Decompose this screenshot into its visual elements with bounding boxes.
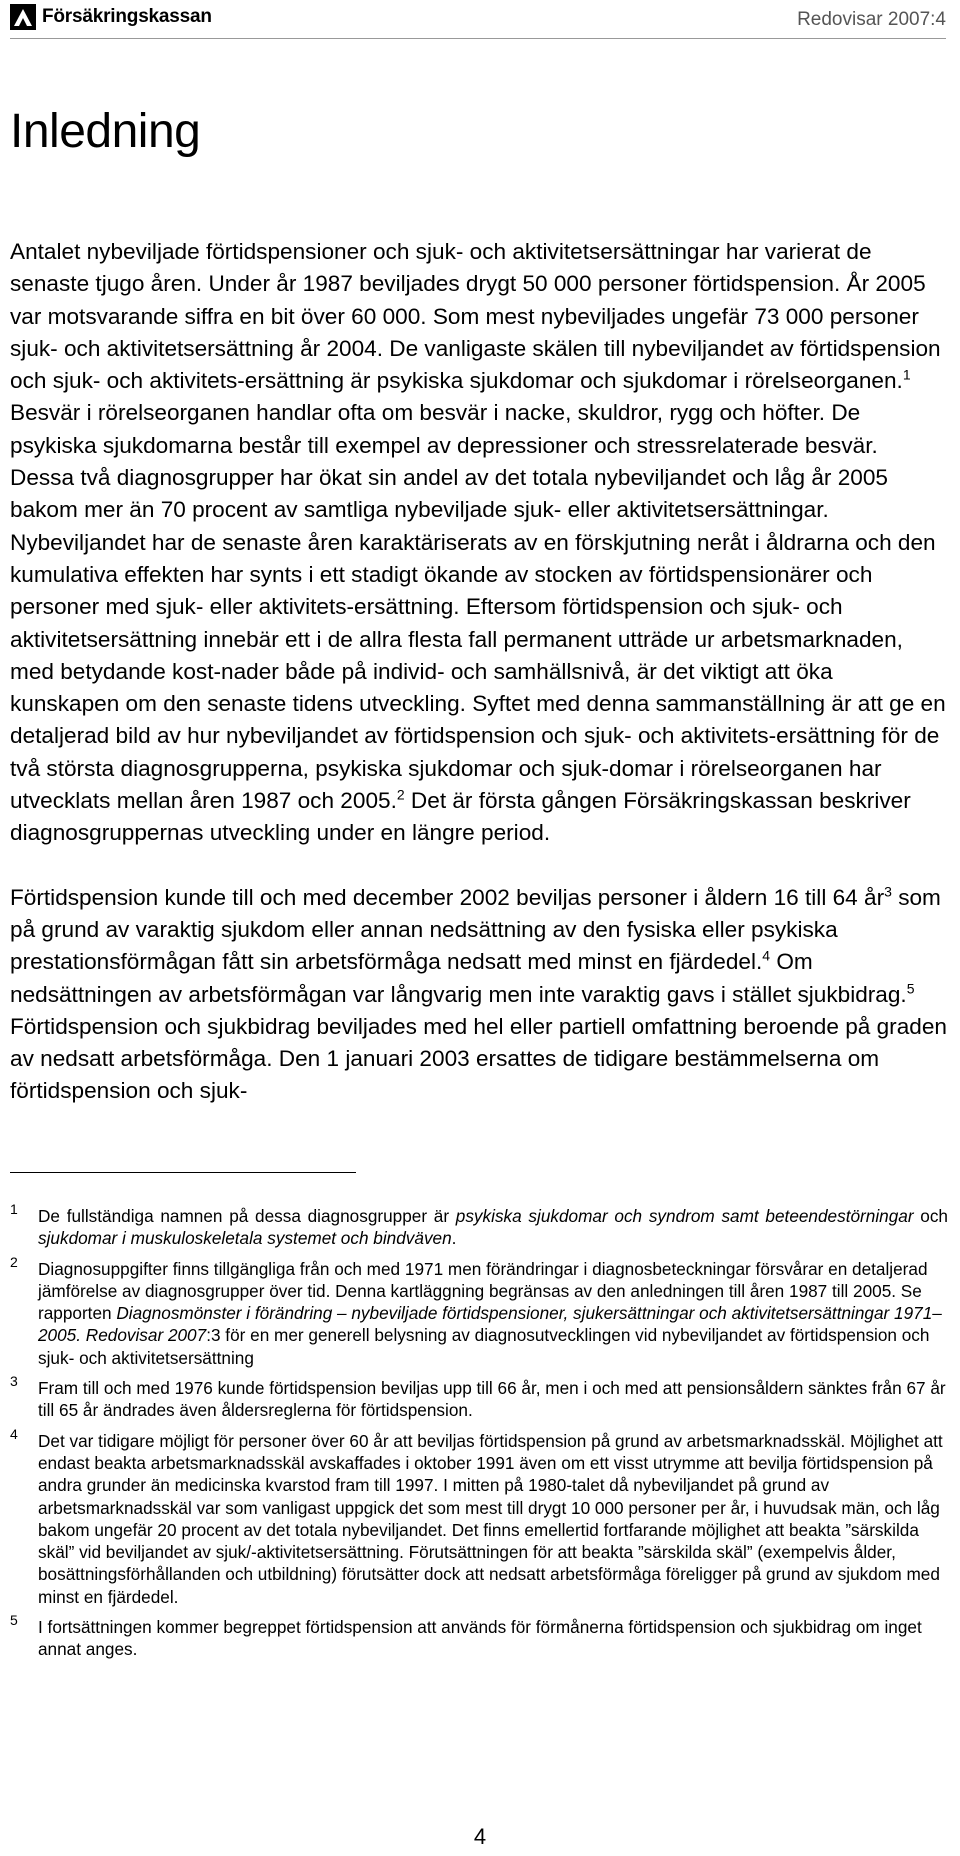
footnote-number: 1 <box>10 1201 18 1217</box>
header-divider <box>10 38 946 39</box>
footnote-text: I fortsättningen kommer begreppet förtidspension att används för förmånerna förtidspension och sjukbidrag om inget annat anges. <box>38 1617 922 1660</box>
page-number: 4 <box>473 1824 487 1849</box>
footnote-number: 2 <box>10 1253 18 1270</box>
footnotes <box>10 1201 948 1669</box>
footnote-2-text: Diagnosuppgifter finns tillgängliga från och med 1971 men förändringar i diagnosbeteckningar försvårar en detaljerad jämförelse av diagnosgrupper över tid. Denna kartläggning begränsas av den anledningen till åren 1987 till 2005. Se rapporten <box>38 1258 928 1324</box>
footnote-5 <box>10 1612 948 1661</box>
paragraph-2-text-a: Förtidspension kunde till och med december 2002 beviljas personer i åldern 16 till 64 år <box>10 884 885 910</box>
footnote-1-italic-b: sjukdomar i muskuloskeletala systemet och bindväven <box>38 1228 452 1249</box>
footnote-number: 4 <box>10 1425 18 1442</box>
paragraph-2-text-c: Om nedsättningen av arbetsförmågan var långvarig men inte varaktig gavs i stället sjukbidrag. <box>10 949 907 1007</box>
paragraph-1-text-c: Det är första gången Försäkringskassan beskriver diagnosgruppernas utveckling under en längre period. <box>10 788 911 846</box>
footnote-number: 3 <box>10 1373 18 1390</box>
paragraph-1-text-b: Besvär i rörelseorganen handlar ofta om besvär i nacke, skuldror, rygg och höfter. De psykiska sjukdomarna består till exempel av depressioner och stressrelaterade besvär. Dessa två diagnosgrupper har ökat sin andel av det totala nybeviljandet och låg år 2005 bakom mer än 70 procent av samtliga nybeviljade sjuk- eller aktivitetsersättningar. Nybeviljandet har de senaste åren karaktäriserats av en förskjutning neråt i åldrarna och den kumulativa effekten har synts i ett stadigt ökande av stocken av förtidspensionärer och personer med sjuk- eller aktivitets-ersättning. Eftersom förtidspension och sjuk- och aktivitetsersättning innebär ett i de allra flesta fall permanent utträde ur arbetsmarknaden, med betydande kost-nader både på individ- och samhällsnivå, är det viktigt att öka kunskapen om den senaste tidens utveckling. Syftet med denna sammanställning är att ge en detaljerad bild av hur nybeviljandet av förtidspension och sjuk- och aktivitets-ersättning för de två största diagnosgrupperna, psykiska sjukdomar och sjuk-domar i rörelseorganen har utvecklats mellan åren 1987 och 2005. <box>10 400 946 814</box>
footnote-ref-1: 1 <box>902 366 911 383</box>
footnote-2 <box>10 1253 948 1369</box>
paragraph-2 <box>10 882 948 1108</box>
footnote-1-text-b: och <box>913 1206 948 1226</box>
footnote-number: 5 <box>10 1612 18 1629</box>
body-text <box>10 236 948 1108</box>
footnote-text <box>38 1258 948 1369</box>
footnote-ref-5: 5 <box>906 980 915 996</box>
footnote-3 <box>10 1373 948 1422</box>
paragraph-1 <box>10 236 948 850</box>
footnote-separator <box>10 1172 356 1173</box>
page-header <box>10 4 946 40</box>
logo <box>10 4 212 30</box>
footnote-1 <box>10 1201 948 1250</box>
footnote-text: Fram till och med 1976 kunde förtidspension beviljas upp till 66 år, men i och med att pensionsåldern sänktes från 67 år till 65 år ändrades även åldersreglerna för förtidspension. <box>38 1378 946 1421</box>
footnote-text: Det var tidigare möjligt för personer över 60 år att beviljas förtidspension på grund av arbetsmarknadsskäl. Möjlighet att endast beakta arbetsmarknadsskäl avskaffades i oktober 1991 även om ett visst utrymme att bevilja förtidspension på andra grunder än medicinska kvarstod fram till 1997. I mitten på 1980-talet då nybeviljandet på grund av arbetsmarknadsskäl var som vanligast uppgick det som mest till drygt 10 000 personer per år, i huvudsak män, och låg bakom ungefär 20 procent av det totala nybeviljandet. Det finns emellertid fortfarande möjlighet att beakta ”särskilda skäl” vid beviljandet av sjuk/-aktivitetsersättning. Förutsättningen för att beakta ”särskilda skäl” (exempelvis ålder, bosättningsförhållanden och utbildning) förutsätter dock att nedsatt arbetsförmåga föreligger på grund av sjukdom med minst en fjärdedel. <box>38 1430 943 1607</box>
footnote-ref-2: 2 <box>396 786 405 803</box>
logo-icon <box>10 4 36 30</box>
footnote-1-text-c: . <box>451 1228 457 1249</box>
report-reference: Redovisar 2007:4 <box>797 9 946 30</box>
footnote-1-text: De fullständiga namnen på dessa diagnosgrupper är <box>38 1206 456 1226</box>
footnote-ref-3: 3 <box>884 883 892 900</box>
logo-text: Försäkringskassan <box>42 6 212 27</box>
paragraph-2-text-d: Förtidspension och sjukbidrag beviljades med hel eller partiell omfattning beroende på graden av nedsatt arbetsförmåga. Den 1 januari 2003 ersattes de tidigare bestämmelserna om förtidspension och sjuk- <box>10 1013 947 1104</box>
paragraph-2-text-b: som på grund av varaktig sjukdom eller annan nedsättning av den fysiska eller psykiska prestationsförmågan fått sin arbetsförmåga nedsatt med minst en fjärdedel. <box>10 884 941 975</box>
footnote-4 <box>10 1425 948 1608</box>
page-title: Inledning <box>10 105 201 158</box>
paragraph-1-text-a: Antalet nybeviljade förtidspensioner och sjuk- och aktivitetsersättningar har varierat de senaste tjugo åren. Under år 1987 beviljades drygt 50 000 personer förtidspension. År 2005 var motsvarande siffra en bit över 60 000. Som mest nybeviljades ungefär 73 000 personer sjuk- och aktivitetsersättning år 2004. De vanligaste skälen till nybeviljandet av förtidspension och sjuk- och aktivitets-ersättning är psykiska sjukdomar och sjukdomar i rörelseorganen. <box>10 239 941 394</box>
footnote-2-text-b: :3 för en mer generell belysning av diagnosutvecklingen vid nybeviljandet av förtidspension och sjuk- och aktivitetsersättning <box>38 1325 930 1368</box>
footnote-2-italic: Diagnosmönster i förändring – nybeviljade förtidspensioner, sjukersättningar och aktivitetsersättningar 1971–2005. Redovisar 2007 <box>38 1303 942 1346</box>
footnote-text <box>38 1205 948 1250</box>
footnote-ref-4: 4 <box>762 947 771 964</box>
footnote-1-italic-a: psykiska sjukdomar och syndrom samt beteendestörningar <box>455 1206 914 1226</box>
